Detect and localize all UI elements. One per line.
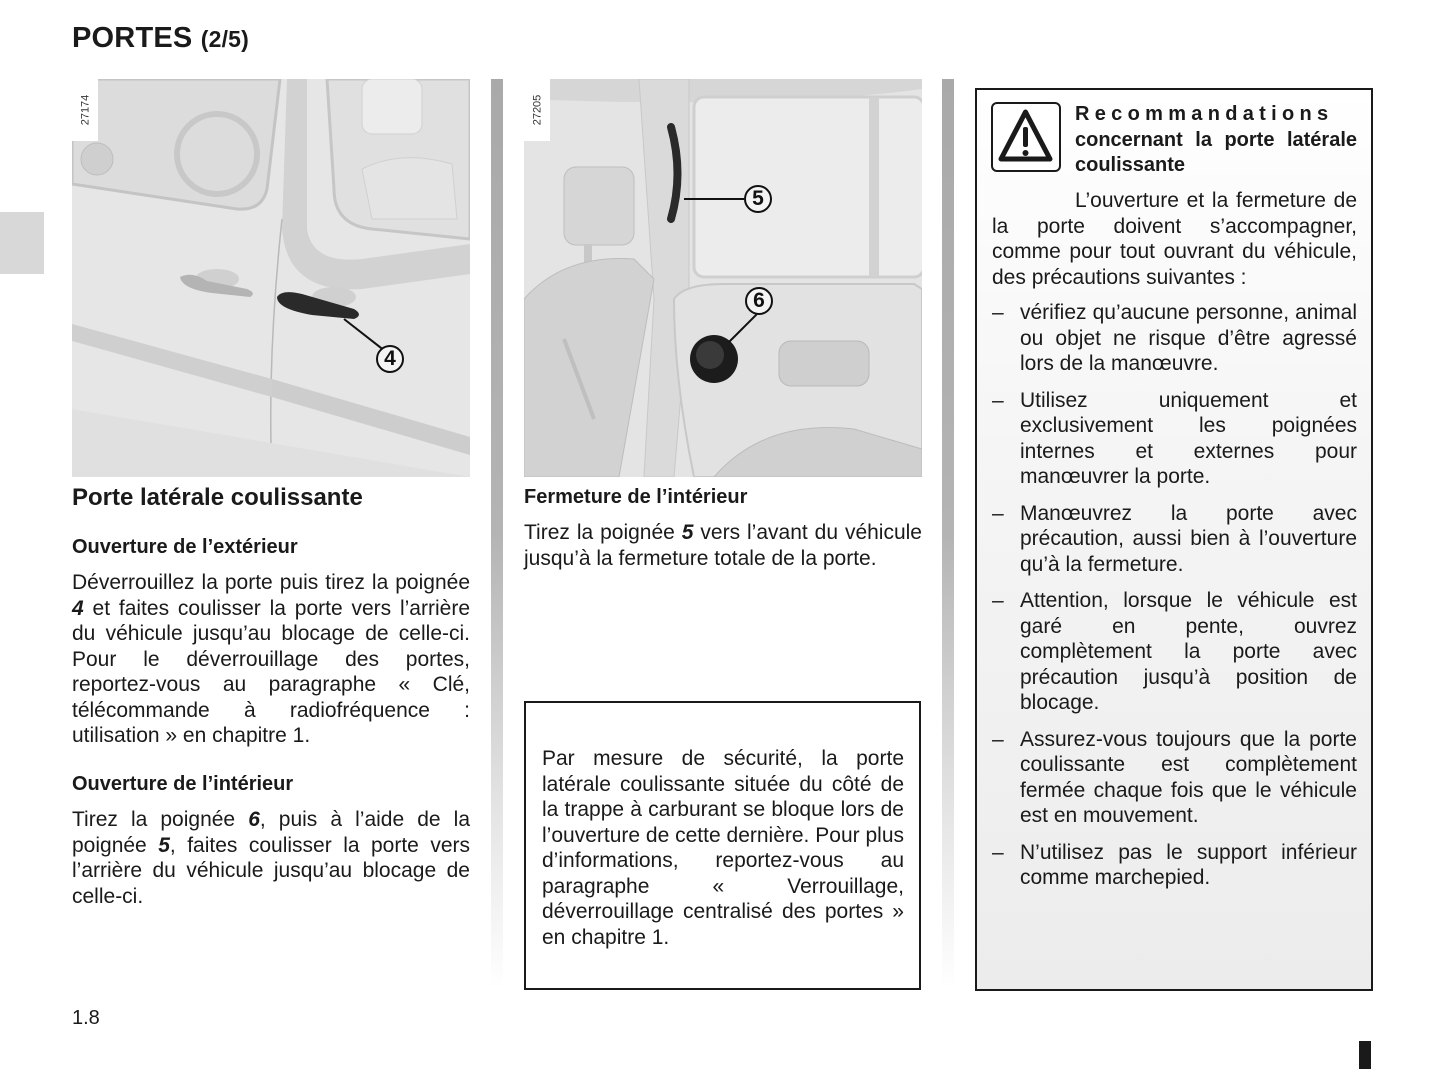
warning-item: – N’utilisez pas le support inférieur comme marchepied. <box>992 840 1357 889</box>
page-number: 1.8 <box>72 1007 100 1029</box>
chapter-tab-marker <box>0 212 44 274</box>
paragraph-exterior-opening: Déverrouillez la porte puis tirez la poignée 4 et faites coulisser la porte vers l’arrière du véhicule jusqu’au blocage de celle-ci. Pour le déverrouillage des portes, reportez-vous au paragraphe « Clé, télécommande à radiofréquence : utilisation » en chapitre 1. <box>72 571 470 747</box>
callout-leader-5 <box>684 198 744 200</box>
paragraph-interior-opening: Tirez la poignée 6, puis à l’aide de la poignée 5, faites coulisser la porte vers l’arrière du véhicule jusqu’au blocage de celle-ci. <box>72 808 471 908</box>
section-title: Porte latérale coulissante <box>72 484 363 511</box>
page-edge-marker <box>1359 1041 1371 1069</box>
warning-item: – Assurez-vous toujours que la porte coulissante est complètement fermée chaque fois que le véhicule est en mouvement. <box>992 727 1357 827</box>
page-title-main: PORTES <box>72 22 193 54</box>
subsection-heading-closing: Fermeture de l’intérieur <box>524 486 748 508</box>
warning-box <box>975 88 1373 991</box>
ref-handle-4: 4 <box>72 596 84 620</box>
warning-list <box>992 300 1357 902</box>
subsection-heading-exterior: Ouverture de l’extérieur <box>72 536 298 558</box>
warning-intro: L’ouverture et la fermeture de la porte doivent s’accompagner, comme pour tout ouvrant du véhicule, des précautions suivantes : <box>992 189 1357 289</box>
warning-item: – vérifiez qu’aucune personne, animal ou objet ne risque d’être agressé lors de la manœuvre. <box>992 301 1357 375</box>
page-title-part: (2/5) <box>200 26 250 52</box>
figure-exterior-door <box>72 79 470 477</box>
car-exterior-illustration <box>72 79 470 477</box>
ref-handle-6: 6 <box>248 808 260 831</box>
page-title <box>72 22 249 55</box>
figure-interior-door <box>524 79 922 477</box>
safety-note-box <box>524 701 921 990</box>
column-divider <box>491 79 503 989</box>
figure-ref-number: 27205 <box>524 79 550 141</box>
warning-title: Recommandations concernant la porte latérale coulissante <box>1075 103 1357 176</box>
safety-note-text: Par mesure de sécurité, la porte latérale coulissante située du côté de la trappe à carburant se bloque lors de l’ouverture de cette dernière. Pour plus d’informations, reportez-vous au paragraphe « Verrouillage, déverrouillage centralisé des portes » en chapitre 1. <box>542 747 904 949</box>
figure-ref-number: 27174 <box>72 79 98 141</box>
warning-item: – Attention, lorsque le véhicule est garé en pente, ouvrez complètement la porte avec précaution jusqu’à position de blocage. <box>992 589 1357 714</box>
warning-triangle-icon <box>991 102 1061 172</box>
warning-item: – Manœuvrez la porte avec précaution, aussi bien à l’ouverture qu’à la fermeture. <box>992 501 1357 576</box>
paragraph-interior-closing: Tirez la poignée 5 vers l’avant du véhicule jusqu’à la fermeture totale de la porte. <box>524 521 922 570</box>
callout-6: 6 <box>745 287 773 315</box>
car-interior-illustration <box>524 79 922 477</box>
callout-5: 5 <box>744 185 772 213</box>
callout-4: 4 <box>376 345 404 373</box>
warning-item: – Utilisez uniquement et exclusivement les poignées internes et externes pour manœuvrer la porte. <box>992 388 1357 488</box>
subsection-heading-interior: Ouverture de l’intérieur <box>72 773 294 795</box>
ref-handle-5: 5 <box>681 521 694 544</box>
ref-handle-5: 5 <box>158 833 170 857</box>
column-divider <box>942 79 954 989</box>
